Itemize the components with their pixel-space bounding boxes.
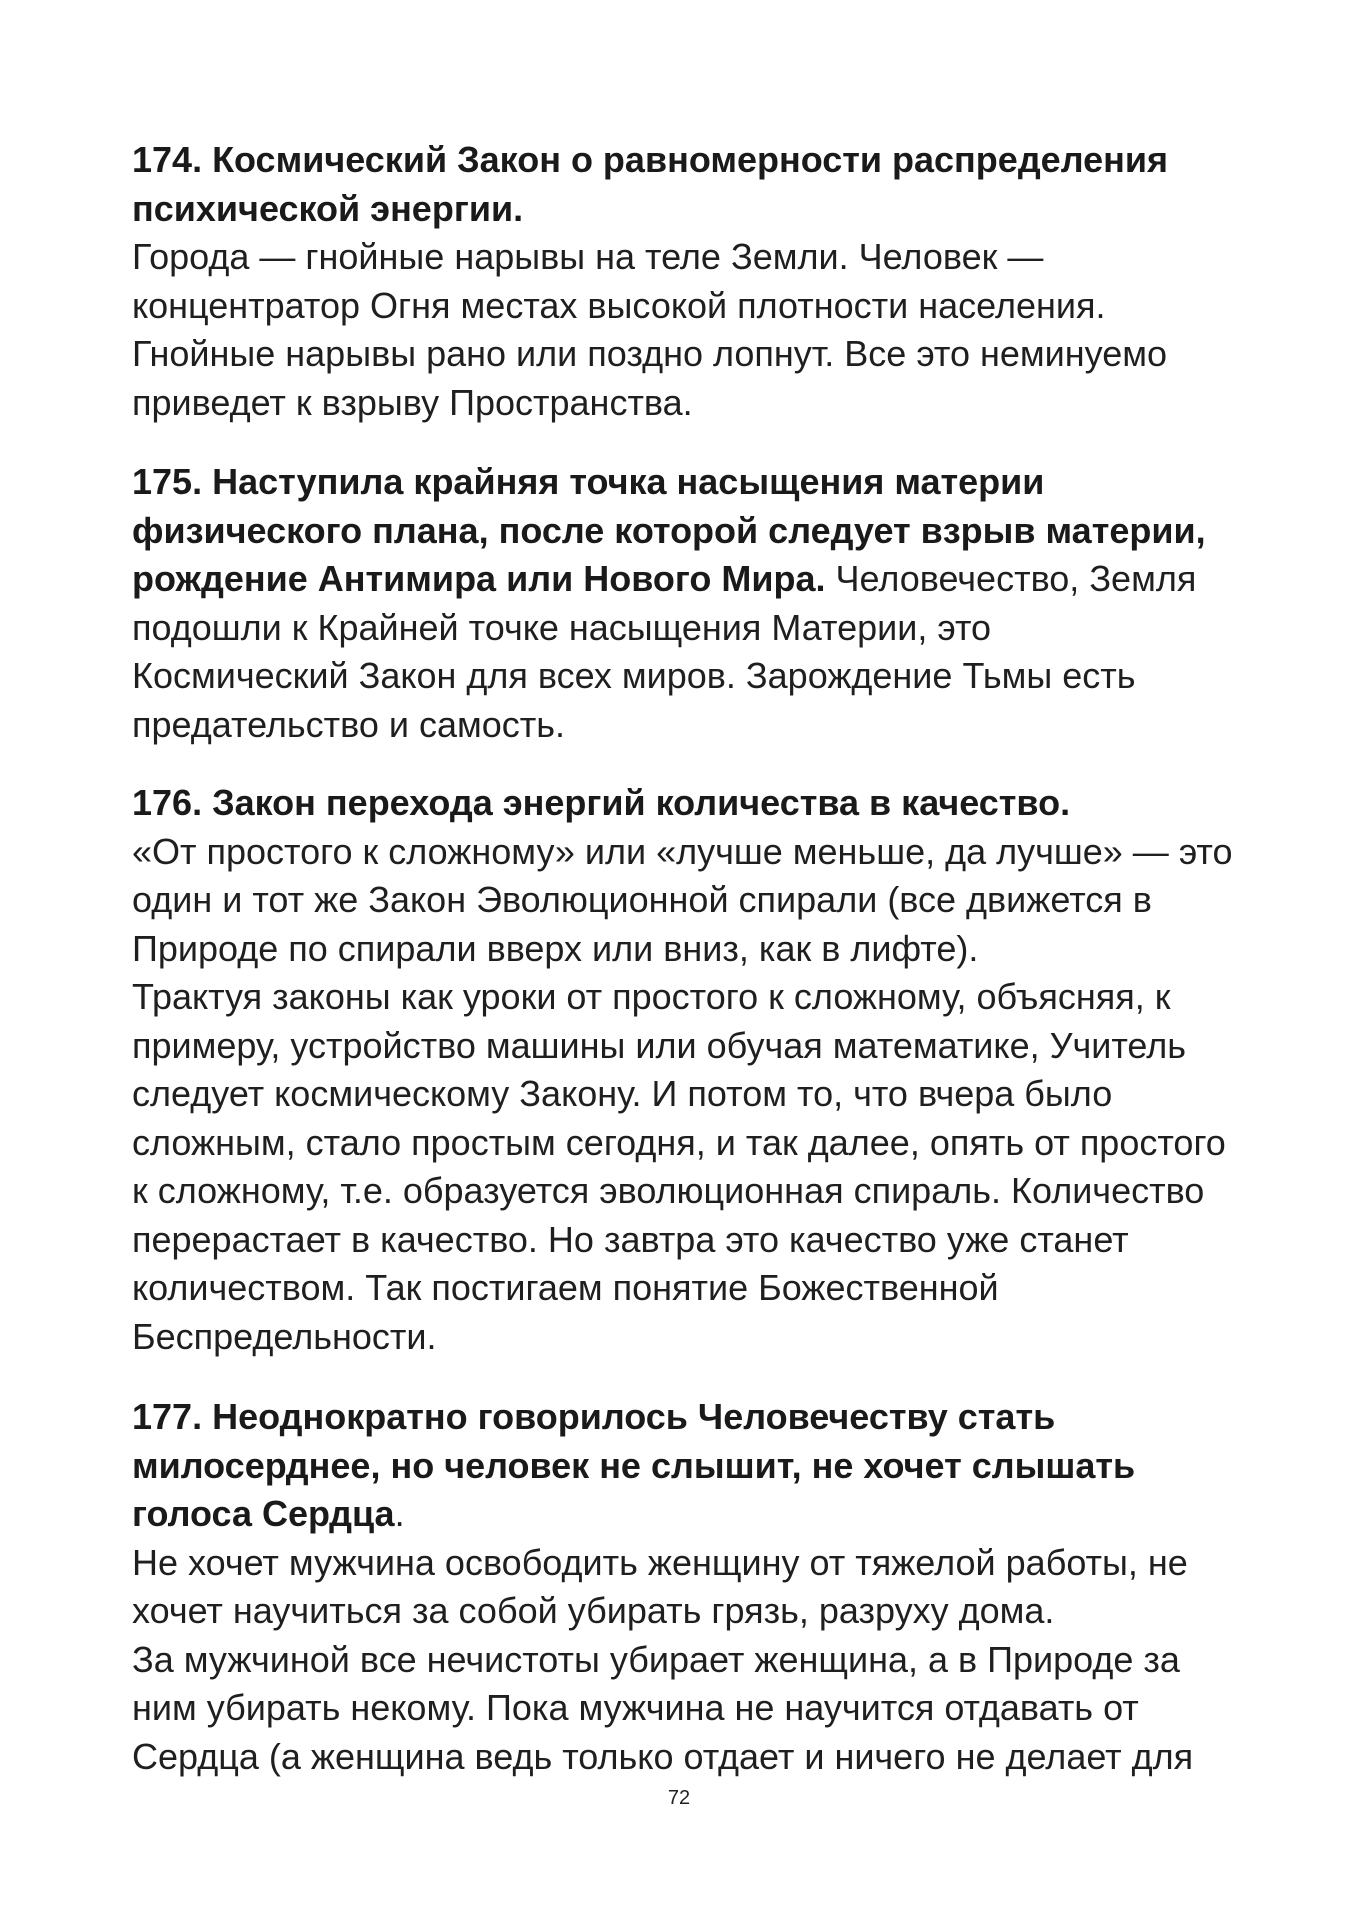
paragraph-line: хочет научиться за собой убирать грязь, разруху дома. bbox=[132, 1590, 1055, 1631]
paragraph-line: один и тот же Закон Эволюционной спирали (все движется в bbox=[132, 879, 1152, 920]
paragraph-line: Беспредельности. bbox=[132, 1315, 437, 1357]
section-heading: 175. Наступила крайняя точка насыщения материи bbox=[132, 461, 1045, 502]
paragraph-line: ним убирать некому. Пока мужчина не научится отдавать от bbox=[132, 1687, 1139, 1728]
paragraph-line: «От простого к сложному» или «лучше меньше, да лучше» — это bbox=[132, 830, 1233, 872]
paragraph-line: Космический Закон для всех миров. Зарождение Тьмы есть bbox=[132, 655, 1136, 696]
section-176 bbox=[132, 779, 1233, 1361]
paragraph-line: Не хочет мужчина освободить женщину от тяжелой работы, не bbox=[132, 1541, 1188, 1583]
paragraph-line: Трактуя законы как уроки от простого к сложному, объясняя, к bbox=[132, 976, 1171, 1017]
paragraph-line: предательство и самость. bbox=[132, 703, 566, 745]
paragraph-line: Гнойные нарывы рано или поздно лопнут. Все это неминуемо bbox=[132, 333, 1168, 374]
paragraph-line: примеру, устройство машины или обучая математике, Учитель bbox=[132, 1024, 1187, 1066]
paragraph-line: За мужчиной все нечистоты убирает женщина, а в Природе за bbox=[132, 1638, 1180, 1680]
paragraph-line: подошли к Крайней точке насыщения Материи, это bbox=[132, 606, 992, 648]
section-177 bbox=[132, 1393, 1193, 1781]
section-heading: милосерднее, но человек не слышит, не хочет слышать bbox=[132, 1444, 1136, 1486]
paragraph-line: концентратор Огня местах высокой плотности населения. bbox=[132, 284, 1106, 326]
page-number: 72 bbox=[667, 1787, 691, 1809]
section-heading-end: рождение Антимира или Нового Мира. bbox=[132, 558, 826, 599]
paragraph-line: к сложному, т.е. образуется эволюционная спираль. Количество bbox=[132, 1170, 1205, 1211]
mixed-line bbox=[132, 555, 1206, 604]
section-heading: психической энергии. bbox=[132, 187, 524, 229]
paragraph-line: Города — гнойные нарывы на теле Земли. Человек — bbox=[132, 236, 1044, 277]
section-heading: 176. Закон перехода энергий количества в качество. bbox=[132, 782, 1071, 823]
paragraph-line: приведет к взрыву Пространства. bbox=[132, 381, 693, 423]
section-174 bbox=[132, 136, 1168, 427]
paragraph-line: количеством. Так постигаем понятие Божественной bbox=[132, 1267, 999, 1308]
paragraph-line: Природе по спирали вверх или вниз, как в лифте). bbox=[132, 927, 979, 969]
paragraph-text: Человечество, Земля bbox=[825, 558, 1197, 599]
section-175 bbox=[132, 458, 1206, 749]
section-heading-end: голоса Сердца bbox=[132, 1493, 395, 1534]
section-heading: 177. Неоднократно говорилось Человечеству стать bbox=[132, 1396, 1056, 1437]
paragraph-line: сложным, стало простым сегодня, и так далее, опять от простого bbox=[132, 1121, 1226, 1163]
section-heading: 174. Космический Закон о равномерности распределения bbox=[132, 139, 1168, 180]
paragraph-line: перерастает в качество. Но завтра это качество уже станет bbox=[132, 1218, 1129, 1260]
paragraph-line: следует космическому Закону. И потом то, что вчера было bbox=[132, 1073, 1113, 1114]
paragraph-line: Сердца (а женщина ведь только отдает и ничего не делает для bbox=[132, 1735, 1194, 1777]
section-heading: физического плана, после которой следует взрыв материи, bbox=[132, 509, 1206, 551]
mixed-line bbox=[132, 1490, 1193, 1539]
paragraph-text: . bbox=[394, 1493, 405, 1534]
